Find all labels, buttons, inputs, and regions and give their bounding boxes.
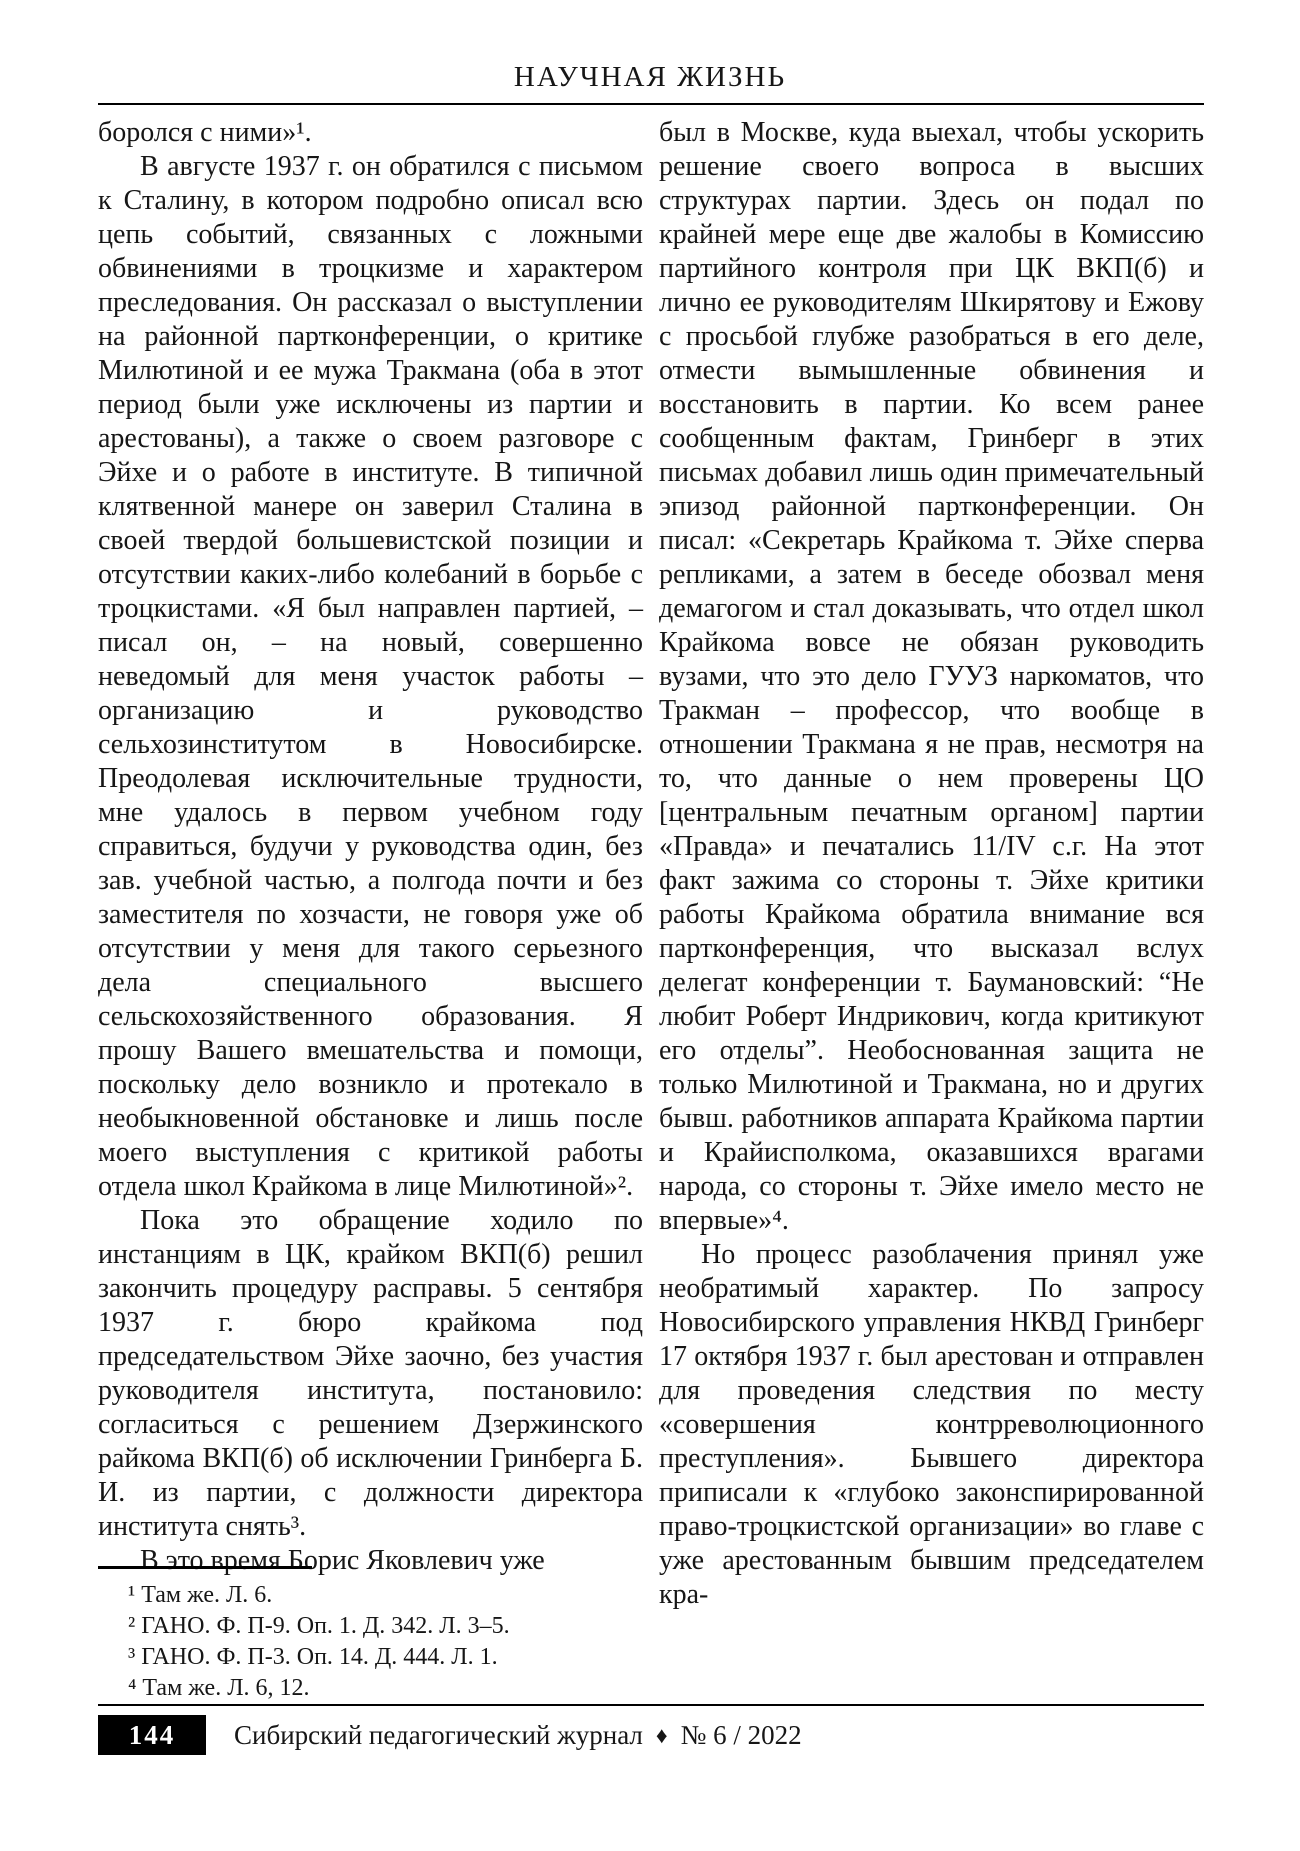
journal-title: Сибирский педагогический журнал: [234, 1719, 643, 1750]
footnote: ² ГАНО. Ф. П-9. Оп. 1. Д. 342. Л. 3–5.: [128, 1613, 510, 1639]
paragraph: Но процесс разоблачения принял уже необратимый характер. По запросу Новосибирского управления НКВД Гринберг 17 октября 1937 г. был арестован и отправлен для проведения следствия по месту «совершения контрреволюционного преступления». Бывшего директора приписали к «глубоко законспирированной право-троцкистской организации» во главе с уже арестованным бывшим председателем кра-: [659, 1239, 1204, 1610]
footnote: ⁴ Там же. Л. 6, 12.: [128, 1675, 310, 1701]
paragraph: боролся с ними»¹.: [98, 117, 312, 148]
paragraph: Пока это обращение ходило по инстанциям в ЦК, крайком ВКП(б) решил закончить процедуру расправы. 5 сентября 1937 г. бюро крайкома под председательством Эйхе заочно, без участия руководителя института, постановило: согласиться с решением Дзержинского райкома ВКП(б) об исключении Гринберга Б. И. из партии, с должности директора института снять³.: [98, 1205, 643, 1542]
right-column: [659, 116, 1204, 1612]
footnote-separator-rule: [98, 1566, 312, 1569]
paragraph: В августе 1937 г. он обратился с письмом к Сталину, в котором подробно описал всю цепь событий, связанных с ложными обвинениями в троцкизме и характером преследования. Он рассказал о выступлении на районной партконференции, о критике Милютиной и ее мужа Тракмана (оба в этот период были уже исключены из партии и арестованы), а также о своем разговоре с Эйхе и о работе в институте. В типичной клятвенной манере он заверил Сталина в своей твердой большевистской позиции и отсутствии каких-либо колебаний в борьбе с троцкистами. «Я был направлен партией, – писал он, – на новый, совершенно неведомый для меня участок работы – организацию и руководство сельхозинститутом в Новосибирске. Преодолевая исключительные трудности, мне удалось в первом учебном году справиться, будучи у руководства один, без зав. учебной частью, а полгода почти и без заместителя по хозчасти, не говоря уже об отсутствии у меня для такого серьезного дела специального высшего сельскохозяйственного образования. Я прошу Вашего вмешательства и помощи, поскольку дело возникло и протекало в необыкновенной обстановке и лишь после моего выступления с критикой работы отдела школ Крайкома в лице Милютиной»².: [98, 151, 643, 1202]
paragraph: был в Москве, куда выехал, чтобы ускорить решение своего вопроса в высших структурах партии. Здесь он подал по крайней мере еще две жалобы в Комиссию партийного контроля при ЦК ВКП(б) и лично ее руководителям Шкирятову и Ежову с просьбой глубже разобраться в его деле, отмести вымышленные обвинения и восстановить в партии. Ко всем ранее сообщенным фактам, Гринберг в этих письмах добавил лишь один примечательный эпизод районной партконференции. Он писал: «Секретарь Крайкома т. Эйхе сперва репликами, а затем в беседе обозвал меня демагогом и стал доказывать, что отдел школ Крайкома вовсе не обязан руководить вузами, что это дело ГУУЗ наркоматов, что Тракман – профессор, что вообще в отношении Тракмана я не прав, несмотря на то, что данные о нем проверены ЦО [центральным печатным органом] партии «Правда» и печатались 11/IV с.г. На этот факт зажима со стороны т. Эйхе критики работы Крайкома обратила внимание вся партконференция, что высказал вслух делегат конференции т. Баумановский: “Не любит Роберт Индрикович, когда критикуют его отделы”. Необоснованная защита не только Милютиной и Тракмана, но и других бывш. работников аппарата Крайкома партии и Крайисполкома, оказавшихся врагами народа, со стороны т. Эйхе имело место не впервые»⁴.: [659, 117, 1204, 1236]
footer-row: [98, 1715, 1204, 1755]
diamond-icon: ♦: [655, 1722, 668, 1748]
left-column: [98, 116, 643, 1612]
footnotes-block: [98, 1566, 646, 1704]
paragraph: В это время Борис Яковлевич уже: [140, 1545, 545, 1576]
page-footer: [98, 1704, 1204, 1755]
page-number-badge: 144: [98, 1715, 206, 1755]
page-header-title: НАУЧНАЯ ЖИЗНЬ: [513, 61, 787, 93]
footnote: ¹ Там же. Л. 6.: [128, 1582, 273, 1608]
footnote: ³ ГАНО. Ф. П-3. Оп. 14. Д. 444. Л. 1.: [128, 1644, 498, 1670]
issue-number: № 6 / 2022: [680, 1719, 802, 1750]
journal-title-line: [234, 1720, 802, 1751]
header-rule: [98, 103, 1204, 105]
article-body: [98, 116, 1204, 1612]
